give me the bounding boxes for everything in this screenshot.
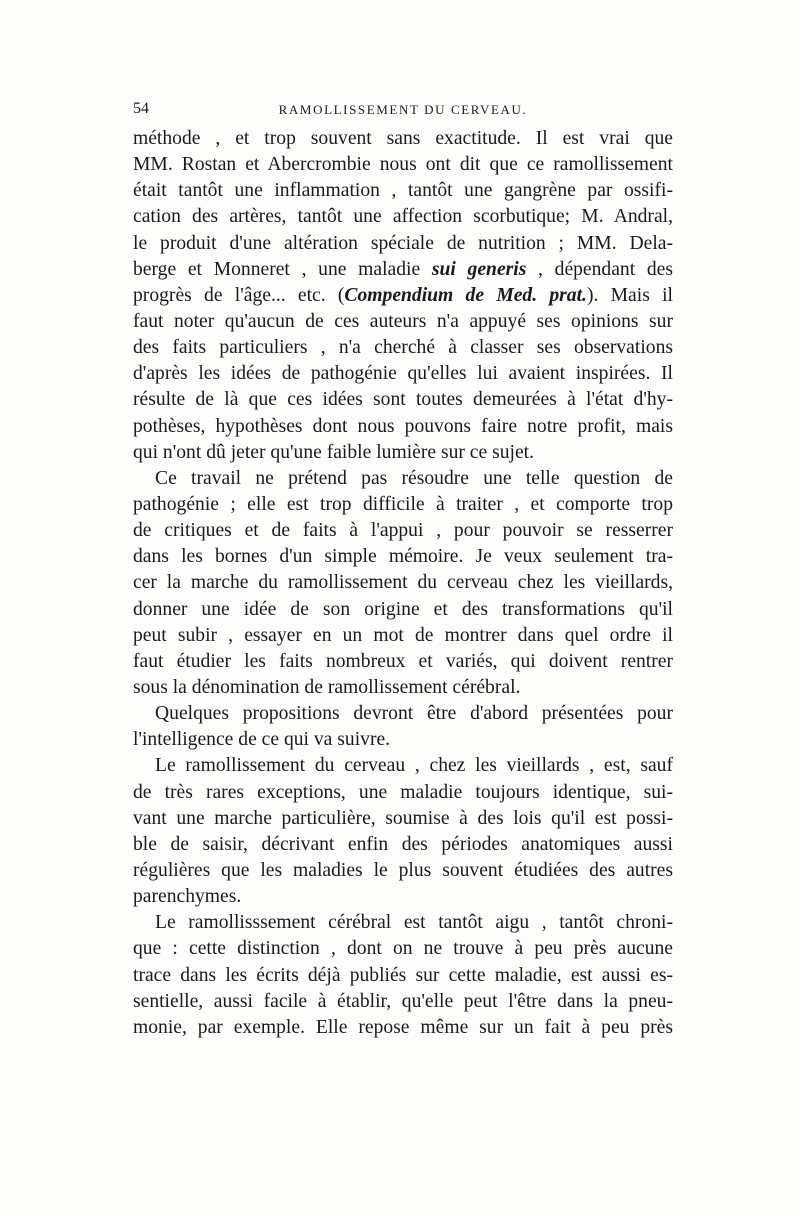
text-line: peut subir , essayer en un mot de montrer dans quel ordre il [133, 624, 673, 646]
page-number: 54 [133, 100, 149, 117]
text-line: cer la marche du ramollissement du cerveau chez les vieillards, [133, 572, 673, 594]
running-title: RAMOLLISSEMENT DU CERVEAU. [278, 102, 528, 117]
text-line: que : cette distinction , dont on ne trouve à peu près aucune [133, 938, 673, 960]
text-line: Ce travail ne prétend pas résoudre une telle question de [155, 467, 673, 489]
text-line: dans les bornes d'un simple mémoire. Je veux seulement tra- [133, 546, 673, 568]
text-line: MM. Rostan et Abercrombie nous ont dit que ce ramollissement [133, 154, 673, 176]
text-line: Le ramollisssement cérébral est tantôt aigu , tantôt chroni- [155, 912, 673, 934]
text-segment: , dépendant des [526, 258, 673, 280]
text-line: le produit d'une altération spéciale de nutrition ; MM. Dela- [133, 232, 673, 254]
text-line: pothèses, hypothèses dont nous pouvons faire notre profit, mais [133, 415, 673, 437]
text-line: pathogénie ; elle est trop difficile à traiter , et comporte trop [133, 493, 673, 515]
text-line: faut étudier les faits nombreux et variés, qui doivent rentrer [133, 650, 673, 672]
text-line: résulte de là que ces idées sont toutes demeurées à l'état d'hy- [133, 389, 673, 411]
text-line: régulières que les maladies le plus souvent étudiées des autres [133, 859, 673, 881]
text-line: Quelques propositions devront être d'abord présentées pour [155, 703, 673, 725]
text-line: d'après les idées de pathogénie qu'elles lui avaient inspirées. Il [133, 363, 673, 385]
text-line: de critiques et de faits à l'appui , pour pouvoir se resserrer [133, 520, 673, 542]
text-line: monie, par exemple. Elle repose même sur un fait à peu près [133, 1016, 673, 1038]
text-line: ble de saisir, décrivant enfin des périodes anatomiques aussi [133, 833, 673, 855]
text-line [133, 257, 673, 283]
text-line: Le ramollissement du cerveau , chez les vieillards , est, sauf [155, 755, 673, 777]
body-text [133, 126, 673, 1041]
text-line: était tantôt une inflammation , tantôt une gangrène par ossifi- [133, 180, 673, 202]
text-line: donner une idée de son origine et des transformations qu'il [133, 598, 673, 620]
text-line: méthode , et trop souvent sans exactitude. Il est vrai que [133, 128, 673, 149]
italic-term: sui generis [431, 258, 527, 280]
text-line [133, 283, 673, 309]
italic-citation: Compendium de Med. prat. [344, 284, 587, 306]
text-segment: berge et Monneret , une maladie [133, 258, 432, 280]
text-line: faut noter qu'aucun de ces auteurs n'a appuyé ses opinions sur [133, 310, 673, 332]
text-line: l'intelligence de ce qui va suivre. [133, 729, 391, 751]
text-line: trace dans les écrits déjà publiés sur cette maladie, est aussi es- [133, 964, 673, 986]
text-line: de très rares exceptions, une maladie toujours identique, sui- [133, 781, 673, 803]
text-line: sous la dénomination de ramollissement cérébral. [133, 676, 521, 698]
text-line: vant une marche particulière, soumise à des lois qu'il est possi- [133, 807, 673, 829]
text-segment: ). Mais il [586, 284, 673, 306]
text-line: sentielle, aussi facile à établir, qu'elle peut l'être dans la pneu- [133, 990, 673, 1012]
text-line: parenchymes. [133, 886, 242, 908]
running-head [133, 100, 673, 122]
text-line: cation des artères, tantôt une affection scorbutique; M. Andral, [133, 206, 673, 228]
text-line: des faits particuliers , n'a cherché à classer ses observations [133, 337, 673, 359]
text-line: qui n'ont dû jeter qu'une faible lumière sur ce sujet. [133, 441, 534, 463]
text-segment: progrès de l'âge... etc. ( [133, 284, 345, 306]
